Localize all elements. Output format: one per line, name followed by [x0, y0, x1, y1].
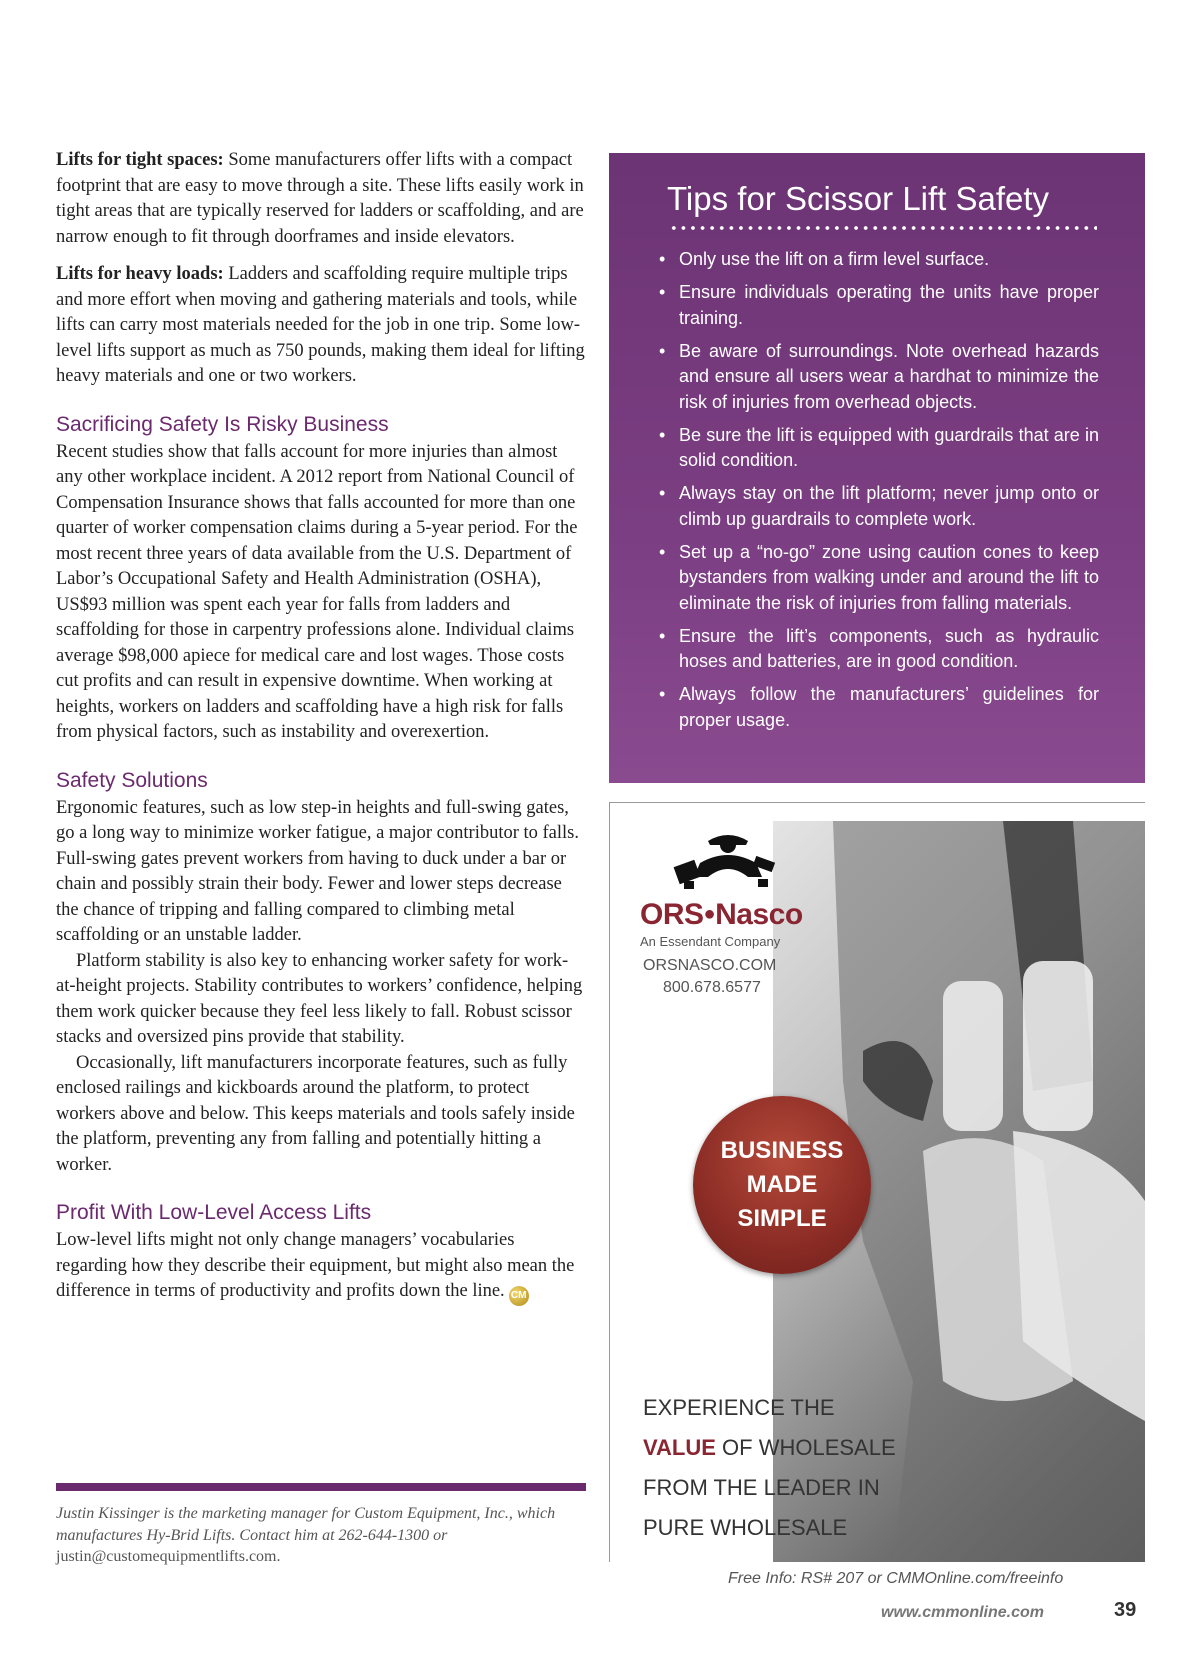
- paragraph-solutions-1: Ergonomic features, such as low step-in heights and full-swing gates, go a long way to minimize worker fatigue, a major contributor to falls. Full-swing gates prevent workers from having to duck under a bar or chain and possibly strain their body. Fewer and lower steps decrease the chance of tripping and falling compared to climbing metal scaffolding or an unstable ladder.: [56, 797, 579, 945]
- end-mark-icon: CM: [509, 1286, 529, 1306]
- heading-safety-solutions: Safety Solutions: [56, 768, 208, 792]
- business-made-simple-badge: [693, 1096, 871, 1274]
- worker-logo-icon: [670, 833, 780, 893]
- tip-item: • Ensure the lift’s components, such as hydraulic hoses and batteries, are in good condition.: [659, 624, 1099, 675]
- brand-name: [640, 897, 820, 932]
- ad-phone: 800.678.6577: [663, 979, 761, 996]
- page-number: 39: [1114, 1599, 1137, 1621]
- tips-sidebar: [609, 153, 1145, 783]
- ad-website[interactable]: ORSNASCO.COM: [643, 957, 777, 974]
- lead-in-tight-spaces: Lifts for tight spaces:: [56, 150, 224, 170]
- brand-name-left: ORS: [640, 898, 704, 931]
- badge-line: BUSINESS: [720, 1137, 844, 1164]
- tagline-line-3: FROM THE LEADER IN: [643, 1475, 880, 1500]
- tip-item: • Only use the lift on a firm level surface.: [659, 247, 1099, 273]
- tip-item: • Ensure individuals operating the units have proper training.: [659, 280, 1099, 331]
- article-column: [56, 148, 586, 1306]
- author-bio-text: Justin Kissinger is the marketing manager for Custom Equipment, Inc., which manufactures Hy-Brid Lifts. Contact him at 262-644-1300 or: [56, 1505, 556, 1544]
- paragraph-tight-spaces: [56, 148, 586, 250]
- author-bio: [56, 1503, 576, 1568]
- badge-line: SIMPLE: [737, 1205, 827, 1232]
- footer-site-url[interactable]: www.cmmonline.com: [881, 1604, 1044, 1621]
- heading-safety-risk: Sacrificing Safety Is Risky Business: [56, 412, 389, 436]
- tip-item: • Be sure the lift is equipped with guardrails that are in solid condition.: [659, 423, 1099, 474]
- author-email-link[interactable]: justin@customequipmentlifts.com.: [56, 1548, 281, 1565]
- tip-item: • Always stay on the lift platform; never jump onto or climb up guardrails to complete work.: [659, 481, 1099, 532]
- tip-item: • Be aware of surroundings. Note overhead hazards and ensure all users wear a hardhat to minimize the risk of injuries from overhead objects.: [659, 339, 1099, 416]
- advertisement[interactable]: [609, 802, 1145, 1562]
- brand-name-right: Nasco: [715, 898, 803, 931]
- tagline-wholesale: OF WHOLESALE: [715, 1435, 896, 1460]
- tagline-line-4: PURE WHOLESALE: [643, 1515, 848, 1540]
- bio-divider: [56, 1483, 586, 1491]
- dotted-divider: [669, 225, 1097, 231]
- tagline-line-1: EXPERIENCE THE: [643, 1395, 835, 1420]
- brand-logo: [640, 833, 820, 949]
- body-profit: Low-level lifts might not only change managers’ vocabularies regarding how they describe their equipment, but might also mean the difference in terms of productivity and profits down the line.: [56, 1230, 575, 1301]
- badge-line: MADE: [746, 1171, 818, 1198]
- brand-separator: ●: [703, 903, 716, 925]
- body-tight-spaces: Some manufacturers offer lifts with a compact footprint that are easy to move through a site. These lifts easily work in tight areas that are typically reserved for ladders or scaffolding, and are narrow enough to fit through doorframes and inside elevators.: [56, 150, 584, 247]
- paragraph-safety-risk: Recent studies show that falls account for more injuries than almost any other workplace incident. A 2012 report from National Council of Compensation Insurance shows that falls accounted for more than one quarter of worker compensation claims during a 5-year period. For the most recent three years of data available from the U.S. Department of Labor’s Occupational Safety and Health Administration (OSHA), US$93 million was spent each year for falls from ladders and scaffolding for those in carpentry professions alone. Individual claims average $98,000 apiece for medical care and lost wages. Those costs cut profits and can result in expensive downtime. When working at heights, workers on ladders and scaffolding have a high risk for falls from physical factors, such as instability and overexertion.: [56, 441, 578, 742]
- paragraph-heavy-loads: [56, 262, 586, 390]
- paragraph-profit: [56, 1228, 586, 1306]
- paragraph-solutions-3: Occasionally, lift manufacturers incorporate features, such as fully enclosed railings and kickboards around the platform, to protect workers above and below. This keeps materials and tools safely inside the platform, preventing any from falling and potentially hitting a worker.: [56, 1052, 575, 1175]
- brand-subtitle: An Essendant Company: [640, 934, 781, 949]
- tips-title: Tips for Scissor Lift Safety: [667, 180, 1050, 217]
- tip-item: • Set up a “no-go” zone using caution cones to keep bystanders from walking under and around the lift to eliminate the risk of injuries from falling materials.: [659, 540, 1099, 617]
- ad-tagline: [643, 1388, 896, 1548]
- tagline-line-2: [643, 1428, 896, 1468]
- tip-item: • Always follow the manufacturers’ guidelines for proper usage.: [659, 682, 1099, 733]
- tagline-value: VALUE: [643, 1435, 716, 1460]
- free-info-link[interactable]: Free Info: RS# 207 or CMMOnline.com/freeinfo: [728, 1570, 1064, 1587]
- heading-profit: Profit With Low-Level Access Lifts: [56, 1201, 372, 1224]
- tips-list: [659, 247, 1099, 741]
- paragraph-solutions-2: Platform stability is also key to enhancing worker safety for work-at-height projects. Stability contributes to workers’ confidence, helping them work quicker because they feel less likely to fall. Robust scissor stacks and oversized pins provide that stability.: [56, 950, 583, 1047]
- body-heavy-loads: Ladders and scaffolding require multiple trips and more effort when moving and gathering materials and tools, while lifts can carry most materials needed for the job in one trip. Some low-level lifts support as much as 750 pounds, making them ideal for lifting heavy materials and one or two workers.: [56, 264, 585, 386]
- lead-in-heavy-loads: Lifts for heavy loads:: [56, 264, 224, 284]
